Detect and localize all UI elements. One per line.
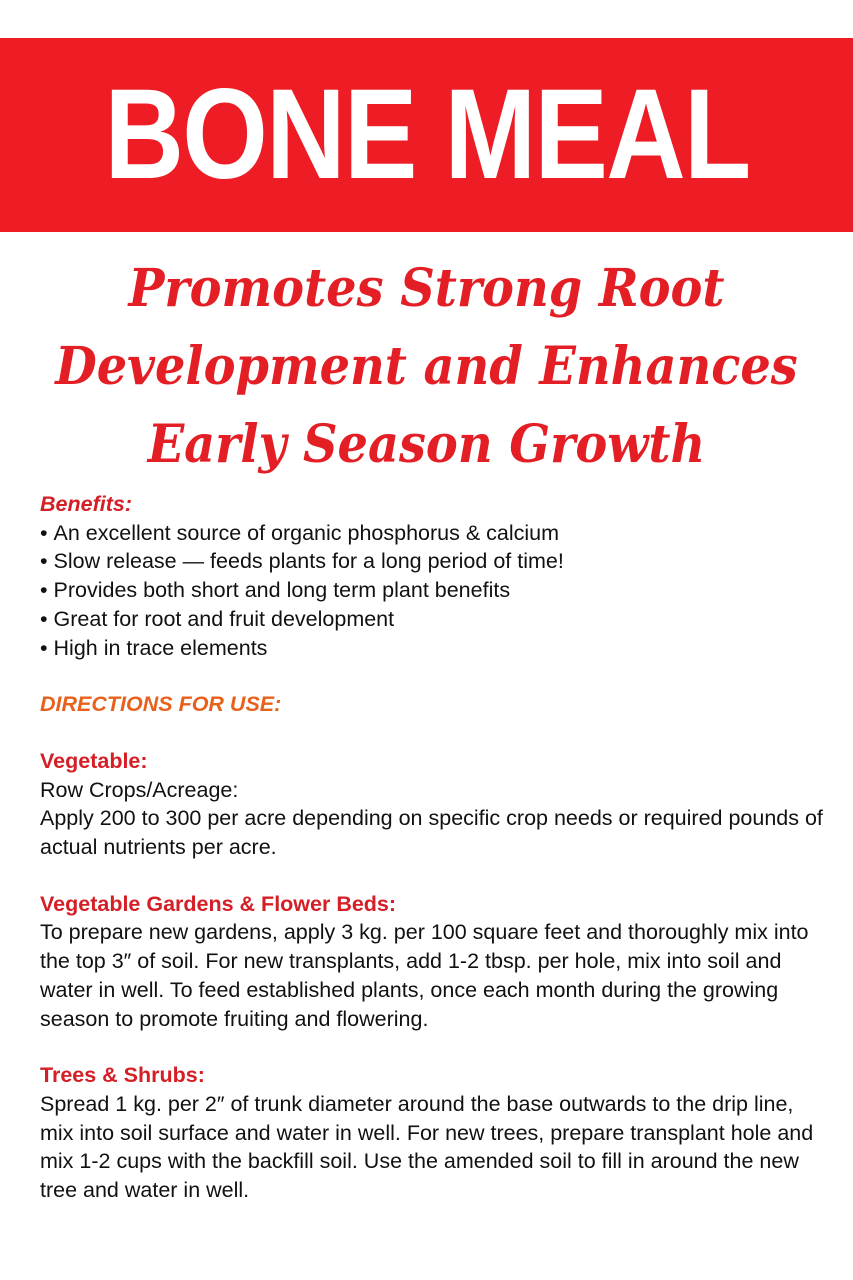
benefit-item: • Slow release — feeds plants for a long period of time! <box>40 547 830 576</box>
row-crops-label: Row Crops/Acreage: <box>40 777 239 802</box>
gardens-heading: Vegetable Gardens & Flower Beds: <box>40 891 397 916</box>
benefits-list <box>40 519 830 663</box>
vegetable-text: Apply 200 to 300 per acre depending on specific crop needs or required pounds of actual nutrients per acre. <box>40 806 823 860</box>
tagline-line: Development and Enhances <box>55 336 798 397</box>
benefit-item: • Great for root and fruit development <box>40 605 830 634</box>
product-title: BONE MEAL <box>104 63 749 206</box>
trees-section <box>40 1061 830 1205</box>
tagline <box>0 250 853 484</box>
tagline-line: Promotes Strong Root <box>128 258 725 319</box>
benefit-item: • An excellent source of organic phosphorus & calcium <box>40 519 830 548</box>
directions-heading: DIRECTIONS FOR USE: <box>40 692 282 717</box>
gardens-section <box>40 890 830 1034</box>
trees-text: Spread 1 kg. per 2″ of trunk diameter around the base outwards to the drip line, mix into soil surface and water in well. For new trees, prepare transplant hole and mix 1-2 cups with the backfill soil. Use the amended soil to fill in around the new tree and water in well. <box>40 1091 814 1203</box>
benefit-item: • High in trace elements <box>40 634 830 663</box>
vegetable-section <box>40 747 830 862</box>
gardens-text: To prepare new gardens, apply 3 kg. per 100 square feet and thoroughly mix into the top 3″ of soil. For new transplants, add 1-2 tbsp. per hole, mix into soil and water in well. To feed established plants, once each month during the growing season to promote fruiting and flowering. <box>40 920 809 1031</box>
title-banner <box>0 38 853 232</box>
benefit-item: • Provides both short and long term plant benefits <box>40 576 830 605</box>
instructions-content <box>40 490 830 1205</box>
benefits-heading: Benefits: <box>40 492 132 516</box>
vegetable-heading: Vegetable: <box>40 748 148 773</box>
tagline-line: Early Season Growth <box>147 414 706 475</box>
trees-heading: Trees & Shrubs: <box>40 1063 205 1088</box>
